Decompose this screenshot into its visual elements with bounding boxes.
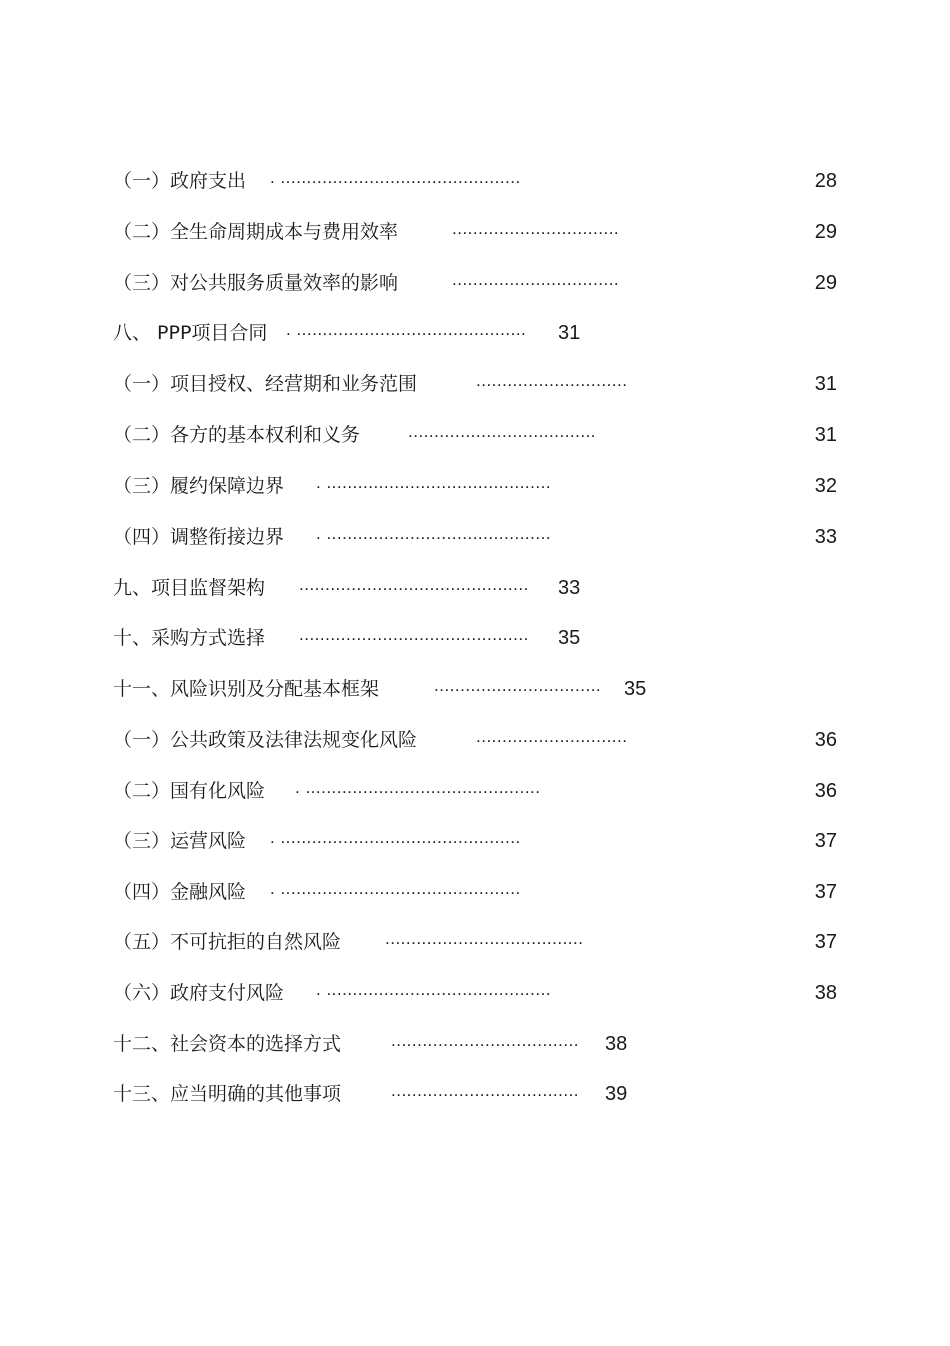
toc-leader-dots: ................................ [434, 676, 602, 695]
toc-page-number: 33 [814, 526, 837, 548]
toc-entry-title: （五）不可抗拒的自然风险 [113, 931, 342, 953]
toc-leader-dots: ............................................ [299, 625, 529, 644]
toc-leader-dots: . .............................................. [270, 168, 521, 187]
toc-leader-dots: ............................................ [299, 575, 529, 594]
toc-page-number: 31 [558, 322, 581, 344]
toc-leader-dots: . .............................................. [270, 828, 521, 847]
toc-entry[interactable] [0, 826, 950, 856]
toc-entry-title: （三）对公共服务质量效率的影响 [113, 272, 399, 294]
toc-entry-title: 八、 PPP项目合同 [113, 322, 268, 344]
toc-entry[interactable] [0, 471, 950, 501]
toc-page-number: 29 [814, 272, 837, 294]
toc-leader-dots: .................................... [408, 422, 597, 441]
toc-entry[interactable] [0, 1029, 950, 1059]
toc-page-number: 36 [814, 729, 837, 751]
toc-entry-title: （二）各方的基本权利和义务 [113, 424, 361, 446]
toc-leader-dots: . ........................................... [316, 980, 552, 999]
toc-entry[interactable] [0, 1079, 950, 1109]
toc-entry[interactable] [0, 369, 950, 399]
toc-entry-title: （三）履约保障边界 [113, 475, 285, 497]
toc-page-number: 32 [814, 475, 837, 497]
toc-entry-title: 十、采购方式选择 [113, 627, 266, 649]
toc-entry[interactable] [0, 674, 950, 704]
toc-page-number: 29 [814, 221, 837, 243]
toc-leader-dots: .................................... [391, 1031, 580, 1050]
toc-leader-dots: . ........................................... [316, 524, 552, 543]
toc-entry-title: （一）公共政策及法律法规变化风险 [113, 729, 418, 751]
toc-entry[interactable] [0, 573, 950, 603]
toc-page-number: 37 [814, 830, 837, 852]
toc-leader-dots: ............................. [476, 371, 628, 390]
toc-entry-title: 九、项目监督架构 [113, 577, 266, 599]
toc-leader-dots: ...................................... [385, 929, 584, 948]
toc-leader-dots: .................................... [391, 1081, 580, 1100]
toc-page-number: 38 [814, 982, 837, 1004]
toc-leader-dots: . ........................................... [316, 473, 552, 492]
toc-page-number: 35 [624, 678, 647, 700]
toc-page-number: 39 [605, 1083, 628, 1105]
toc-entry-title: （三）运营风险 [113, 830, 247, 852]
toc-page-number: 33 [558, 577, 581, 599]
toc-entry[interactable] [0, 978, 950, 1008]
toc-entry-title: （一）政府支出 [113, 170, 247, 192]
toc-entry-title: 十一、风险识别及分配基本框架 [113, 678, 380, 700]
toc-entry[interactable] [0, 420, 950, 450]
toc-leader-dots: ............................. [476, 727, 628, 746]
toc-page-number: 36 [814, 780, 837, 802]
toc-leader-dots: ................................ [452, 219, 620, 238]
toc-page-number: 37 [814, 931, 837, 953]
toc-entry[interactable] [0, 217, 950, 247]
toc-entry-title: （二）国有化风险 [113, 780, 266, 802]
toc-entry[interactable] [0, 877, 950, 907]
toc-entry[interactable] [0, 268, 950, 298]
toc-page-number: 31 [814, 373, 837, 395]
toc-entry[interactable] [0, 522, 950, 552]
toc-page-number: 31 [814, 424, 837, 446]
toc-entry-title: （二）全生命周期成本与费用效率 [113, 221, 399, 243]
toc-leader-dots: . ............................................ [286, 320, 527, 339]
toc-entry-title: 十三、应当明确的其他事项 [113, 1083, 342, 1105]
toc-page-number: 35 [558, 627, 581, 649]
toc-entry-title: （一）项目授权、经营期和业务范围 [113, 373, 418, 395]
toc-entry[interactable] [0, 623, 950, 653]
toc-entry-title: （四）调整衔接边界 [113, 526, 285, 548]
toc-entry-title: （六）政府支付风险 [113, 982, 285, 1004]
toc-entry[interactable] [0, 318, 950, 348]
toc-page-number: 38 [605, 1033, 628, 1055]
toc-entry[interactable] [0, 725, 950, 755]
toc-leader-dots: . ............................................. [295, 778, 541, 797]
toc-leader-dots: . .............................................. [270, 879, 521, 898]
toc-page-number: 37 [814, 881, 837, 903]
toc-entry[interactable] [0, 166, 950, 196]
toc-page-number: 28 [814, 170, 837, 192]
toc-entry-title: （四）金融风险 [113, 881, 247, 903]
toc-leader-dots: ................................ [452, 270, 620, 289]
toc-entry[interactable] [0, 776, 950, 806]
toc-entry[interactable] [0, 927, 950, 957]
toc-entry-title: 十二、社会资本的选择方式 [113, 1033, 342, 1055]
